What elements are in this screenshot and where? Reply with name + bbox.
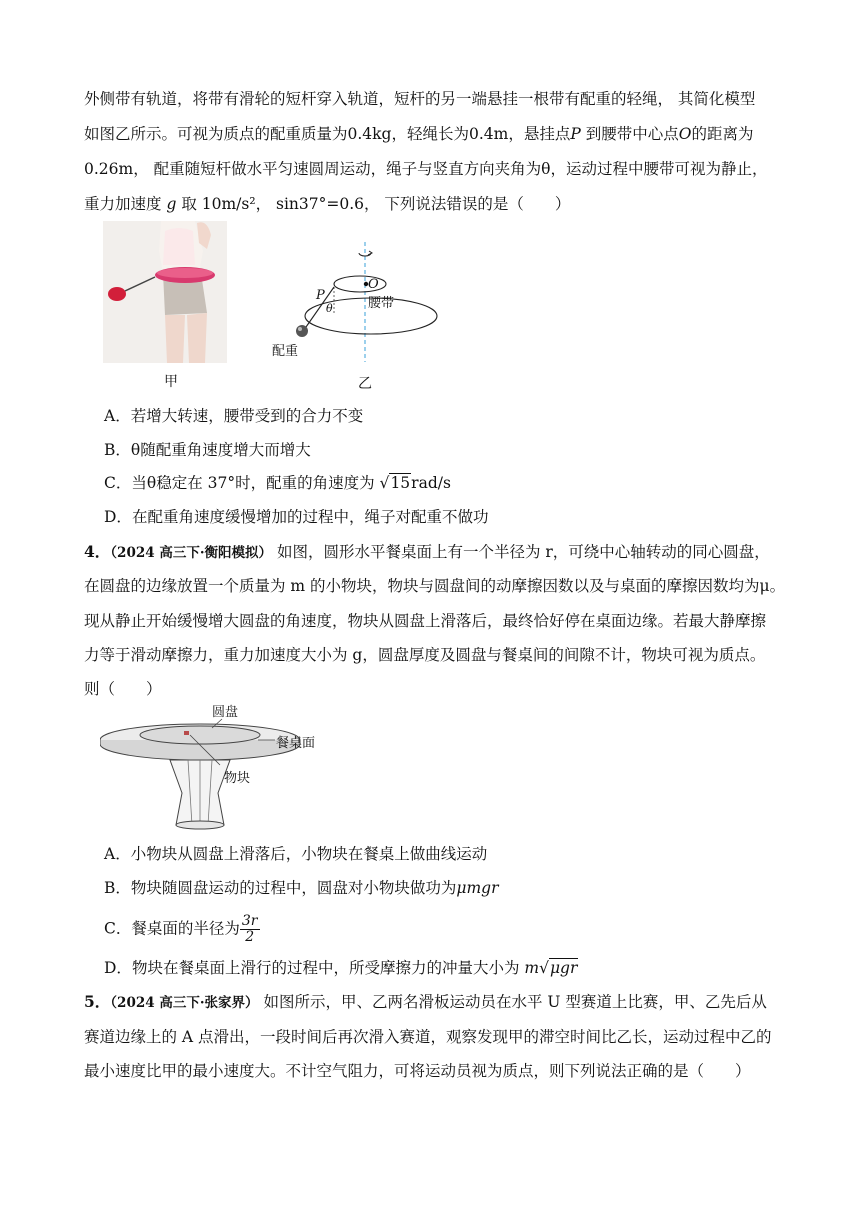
sqrt-expression: √15 bbox=[379, 474, 411, 492]
q4-number: 4． bbox=[84, 542, 111, 561]
var-g: g bbox=[166, 195, 177, 213]
q5-stem-line-3: 最小速度比甲的最小速度大。不计空气阻力，可将运动员视为质点，则下列说法正确的是（ ） bbox=[84, 1062, 751, 1080]
block-marker bbox=[184, 731, 189, 735]
q4-option-d[interactable]: D．物块在餐桌面上滑行的过程中，所受摩擦力的冲量大小为 m√μgr bbox=[104, 959, 578, 977]
var-p: P bbox=[570, 125, 581, 143]
label-counterweight: 配重 bbox=[272, 344, 299, 359]
label-o: O bbox=[368, 277, 379, 292]
figure-jia-caption: 甲 bbox=[164, 374, 178, 390]
q3-stem-line-4: 重力加速度 g 取 10m/s²， sin37°=0.6， 下列说法错误的是（ ） bbox=[84, 195, 571, 213]
q4-option-c[interactable]: C．餐桌面的半径为 $\frac{3r}{2}$ bbox=[104, 913, 258, 945]
q5-stem-line-2: 赛道边缘上的 A 点滑出，一段时间后再次滑入赛道，观察发现甲的滞空时间比乙长，运动过程中乙的 bbox=[84, 1028, 772, 1046]
sqrt-mu-g-r: √μgr bbox=[539, 959, 578, 977]
label-block: 物块 bbox=[224, 771, 251, 786]
label-belt: 腰带 bbox=[368, 296, 395, 311]
figure-jia-photo bbox=[103, 221, 227, 363]
q4-stem-line-4: 力等于滑动摩擦力，重力加速度大小为 g，圆盘厚度及圆盘与餐桌间的间隙不计，物块可视为质点。 bbox=[84, 646, 766, 664]
figure-yi-diagram bbox=[270, 240, 445, 365]
q3-option-d[interactable]: D．在配重角速度缓慢增加的过程中，绳子对配重不做功 bbox=[104, 508, 489, 526]
q3-stem-line-3: 0.26m， 配重随短杆做水平匀速圆周运动，绳子与竖直方向夹角为θ，运动过程中腰带可视为静止， bbox=[84, 160, 768, 178]
q3-stem-line-1: 外侧带有轨道，将带有滑轮的短杆穿入轨道，短杆的另一端悬挂一根带有配重的轻绳， 其简化模型 bbox=[84, 90, 756, 108]
counterweight-ball bbox=[296, 325, 308, 337]
q5-stem-line-1: 5．（2024 高三下·张家界） 如图所示，甲、乙两名滑板运动员在水平 U 型赛道上比赛，甲、乙先后从 bbox=[84, 992, 767, 1011]
var-o: O bbox=[678, 125, 692, 143]
turntable-disk bbox=[140, 726, 260, 744]
q4-option-b[interactable]: B．物块随圆盘运动的过程中，圆盘对小物块做功为μmgr bbox=[104, 879, 499, 897]
math-mu-m-g-r: μmgr bbox=[456, 879, 499, 897]
q4-source: （2024 高三下·衡阳模拟） bbox=[110, 545, 273, 561]
q3-option-b[interactable]: B．θ随配重角速度增大而增大 bbox=[104, 441, 311, 459]
q3-option-c[interactable]: C．当θ稳定在 37°时，配重的角速度为 √15rad/s bbox=[104, 474, 451, 492]
table-figure bbox=[100, 697, 340, 832]
q5-source: （2024 高三下·张家界） bbox=[110, 995, 259, 1011]
label-theta: θ bbox=[326, 302, 333, 315]
q4-option-a[interactable]: A．小物块从圆盘上滑落后，小物块在餐桌上做曲线运动 bbox=[104, 845, 488, 863]
fraction-3r-over-2: $\frac{3r}{2}$ bbox=[241, 913, 258, 945]
q4-stem-line-1: 4．（2024 高三下·衡阳模拟） 如图，圆形水平餐桌面上有一个半径为 r，可绕中心轴转动的同心圆盘， bbox=[84, 542, 770, 561]
q3-option-a[interactable]: A．若增大转速，腰带受到的合力不变 bbox=[104, 407, 364, 425]
q4-stem-line-5: 则（ ） bbox=[84, 680, 162, 698]
q3-stem-line-2: 如图乙所示。可视为质点的配重质量为0.4kg，轻绳长为0.4m，悬挂点P 到腰带中心点O的距离为 bbox=[84, 125, 754, 143]
figure-yi-caption: 乙 bbox=[358, 376, 372, 392]
q5-number: 5． bbox=[84, 992, 111, 1011]
label-table-surface: 餐桌面 bbox=[276, 736, 316, 751]
label-p: P bbox=[316, 288, 325, 303]
q4-stem-line-2: 在圆盘的边缘放置一个质量为 m 的小物块，物块与圆盘间的动摩擦因数以及与桌面的摩擦因数均为μ。 bbox=[84, 577, 786, 595]
label-disk: 圆盘 bbox=[212, 705, 239, 720]
q4-stem-line-3: 现从静止开始缓慢增大圆盘的角速度，物块从圆盘上滑落后，最终恰好停在桌面边缘。若最大静摩擦 bbox=[84, 612, 767, 630]
